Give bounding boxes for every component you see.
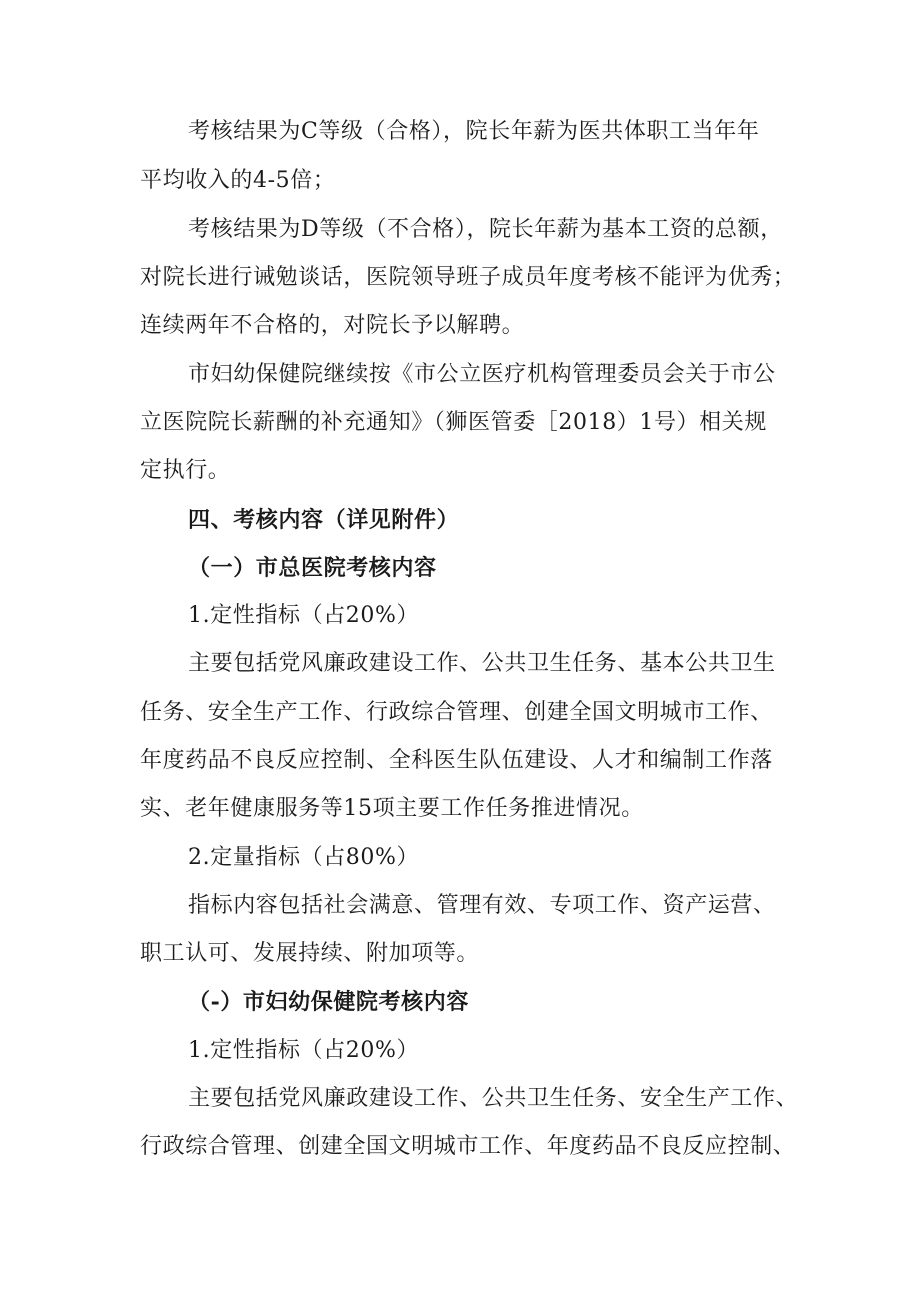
sub1-item1-line-3: 年度药品不良反应控制、全科医生队伍建设、人才和编制工作落 bbox=[140, 748, 773, 773]
para-c-line-2: 平均收入的4-5倍； bbox=[140, 168, 336, 193]
para-maternal-line-3: 定执行。 bbox=[140, 458, 231, 483]
section-heading-4: 四、考核内容（详见附件） bbox=[188, 507, 460, 533]
sub2-item1-line-2: 行政综合管理、创建全国文明城市工作、年度药品不良反应控制、 bbox=[140, 1134, 796, 1159]
para-maternal-line-1: 市妇幼保健院继续按《市公立医疗机构管理委员会关于市公 bbox=[188, 362, 776, 387]
para-maternal-line-2: 立医院院长薪酬的补充通知》（狮医管委［2018）1号）相关规 bbox=[140, 410, 767, 435]
subsection-title-2: （-）市妇幼保健院考核内容 bbox=[188, 989, 469, 1015]
para-d-line-2: 对院长进行诫勉谈话，医院领导班子成员年度考核不能评为优秀； bbox=[140, 265, 796, 290]
para-c-line-1: 考核结果为C等级（合格），院长年薪为医共体职工当年年 bbox=[188, 119, 760, 144]
sub1-item2-heading: 2.定量指标（占80%） bbox=[188, 845, 420, 870]
sub1-item1-line-4: 实、老年健康服务等15项主要工作任务推进情况。 bbox=[140, 796, 644, 821]
sub1-item2-line-2: 职工认可、发展持续、附加项等。 bbox=[140, 941, 480, 966]
sub1-item1-heading: 1.定性指标（占20%） bbox=[188, 603, 420, 628]
sub1-item2-line-1: 指标内容包括社会满意、管理有效、专项工作、资产运营、 bbox=[188, 893, 776, 918]
para-d-line-1: 考核结果为D等级（不合格），院长年薪为基本工资的总额， bbox=[188, 217, 783, 242]
subsection-title-1: （一）市总医院考核内容 bbox=[188, 555, 437, 581]
para-d-line-3: 连续两年不合格的，对院长予以解聘。 bbox=[140, 313, 525, 338]
sub1-item1-line-1: 主要包括党风廉政建设工作、公共卫生任务、基本公共卫生 bbox=[188, 651, 776, 676]
sub2-item1-line-1: 主要包括党风廉政建设工作、公共卫生任务、安全生产工作、 bbox=[188, 1086, 799, 1111]
sub1-item1-line-2: 任务、安全生产工作、行政综合管理、创建全国文明城市工作、 bbox=[140, 700, 773, 725]
sub2-item1-heading: 1.定性指标（占20%） bbox=[188, 1038, 420, 1063]
